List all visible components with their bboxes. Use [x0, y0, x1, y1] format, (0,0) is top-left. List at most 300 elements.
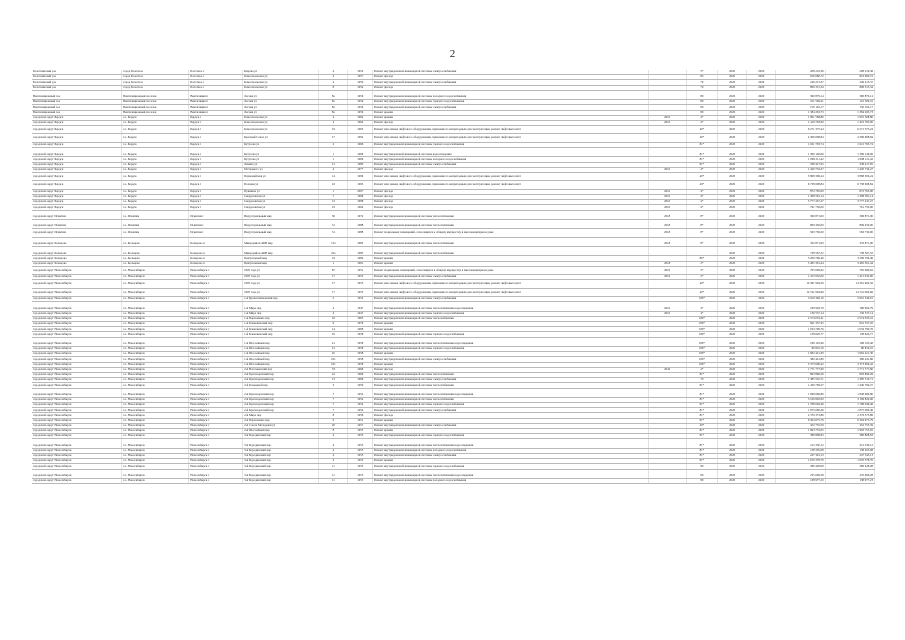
work-type-cell: Ремонт внутридомовой инженерной системы теплоснабжения водоотведения — [373, 342, 649, 347]
wear-cell: 81* — [686, 383, 717, 388]
year-cell: 1947 — [348, 311, 373, 316]
municipality-cell: г.о. Бердск — [122, 167, 189, 172]
work-type-cell: Ремонт внутридомовой инженерной системы электроснабжения — [373, 297, 649, 302]
total-cost-cell: 3 777 247,27 — [825, 200, 874, 205]
plan-start-cell: 2020 — [718, 242, 747, 247]
district-cell: городской округ Бердск — [32, 120, 122, 125]
plan-end-cell: 2020 — [747, 256, 776, 261]
district-cell: городской округ Новосибирск — [32, 444, 122, 449]
municipality-cell: г.о. Новосибирск — [122, 357, 189, 362]
cost-cell: 3 910 346,10 — [776, 297, 825, 302]
municipality-cell: г.о. Новосибирск — [122, 316, 189, 321]
plan-end-cell: 2020 — [747, 110, 776, 115]
street-cell: 3-й Бородинский пер — [243, 434, 319, 439]
total-cost-cell: 1 034 799,76 — [825, 327, 874, 332]
street-cell: 1-й Шоссейный пер — [243, 342, 319, 347]
municipality-cell: г.о. Бердск — [122, 189, 189, 194]
work-type-cell: Ремонт фасада — [373, 367, 649, 372]
municipality-cell: г.о. Искитим — [122, 215, 189, 220]
plan-end-cell: 2020 — [747, 357, 776, 362]
cost-cell: 1 420 734,27 — [776, 167, 825, 172]
district-cell: городской округ Бердск — [32, 189, 122, 194]
year-cell: 1953 — [348, 444, 373, 449]
municipality-cell: г.о. Бердск — [122, 194, 189, 199]
total-cost-cell: 338 417,95 — [825, 162, 874, 167]
plan-end-cell: 2020 — [747, 215, 776, 220]
settlement-cell: Новосибирск г — [189, 378, 243, 383]
total-cost-cell: 101 509,41 — [825, 100, 874, 105]
wear-cell: 4* — [686, 120, 717, 125]
page-number: 2 — [449, 48, 456, 60]
wear-cell: 81* — [686, 397, 717, 402]
work-type-cell: Ремонт фасада — [373, 85, 649, 90]
settlement-cell: Бердск г — [189, 167, 243, 172]
wear-cell: 4* — [686, 307, 717, 312]
district-cell: городской округ Новосибирск — [32, 332, 122, 337]
plan-start-cell: 2020 — [718, 75, 747, 80]
house-cell: 87 — [319, 266, 348, 274]
district-cell: городской округ Кольцово — [32, 261, 122, 266]
house-cell: 17 — [319, 280, 348, 288]
street-cell: Индустриальный мкр — [243, 215, 319, 220]
total-cost-cell: 380 441,86 — [825, 357, 874, 362]
plan-end-cell: 2020 — [747, 393, 776, 398]
municipality-cell: г.о. Кольцово — [122, 242, 189, 247]
wear-cell: 4* — [686, 115, 717, 120]
district-cell: городской округ Кольцово — [32, 256, 122, 261]
municipality-cell: Вентиляционный поселок — [122, 100, 189, 105]
last-repair-cell: 2010 — [648, 194, 686, 199]
wear-cell: 81* — [686, 142, 717, 147]
house-cell: 9 — [319, 322, 348, 327]
year-cell: 2007 — [348, 189, 373, 194]
settlement-cell: Новосибирск г — [189, 383, 243, 388]
cost-cell: 380 428,08 — [776, 464, 825, 469]
plan-end-cell: 2020 — [747, 342, 776, 347]
year-cell: 1996 — [348, 194, 373, 199]
cost-cell: 332 871,00 — [776, 242, 825, 247]
municipality-cell: г.о. Новосибирск — [122, 423, 189, 428]
settlement-cell: Новосибирск г — [189, 393, 243, 398]
street-cell: Свердловская ул — [243, 194, 319, 199]
street-cell: 1-й Мира пер — [243, 307, 319, 312]
municipality-cell: г.о. Новосибирск — [122, 347, 189, 352]
year-cell: 1958 — [348, 352, 373, 357]
work-type-cell: Ремонт фасада — [373, 200, 649, 205]
house-cell: 3 — [319, 383, 348, 388]
municipality-cell: г.о. Новосибирск — [122, 342, 189, 347]
street-cell: 2-й Мира пер — [243, 413, 319, 418]
work-type-cell: Ремонт внутридомовой инженерной системы электроснабжения — [373, 357, 649, 362]
plan-start-cell: 2020 — [718, 126, 747, 134]
house-cell: 14 — [319, 172, 348, 180]
house-cell: 16 — [319, 126, 348, 134]
street-cell: 2-й Волочаевский пер — [243, 367, 319, 372]
last-repair-cell: 2010 — [648, 311, 686, 316]
street-cell: Первомайская ул — [243, 172, 319, 180]
settlement-cell: Новосибирск г — [189, 372, 243, 377]
municipality-cell: г.о. Новосибирск — [122, 434, 189, 439]
plan-start-cell: 2020 — [718, 142, 747, 147]
last-repair-cell — [648, 126, 686, 134]
total-cost-cell: 306 871,00 — [825, 215, 874, 220]
settlement-cell: Болотное г — [189, 80, 243, 85]
settlement-cell: Новосибирск г — [189, 362, 243, 367]
cost-cell: 138 977,23 — [776, 478, 825, 483]
plan-start-cell: 2020 — [718, 393, 747, 398]
wear-cell: 81* — [686, 444, 717, 449]
last-repair-cell — [648, 172, 686, 180]
year-cell: 1953 — [348, 459, 373, 464]
house-cell: 1 — [319, 261, 348, 266]
plan-start-cell: 2020 — [718, 110, 747, 115]
year-cell: 1995 — [348, 181, 373, 189]
last-repair-cell: 2010 — [648, 120, 686, 125]
street-cell: Кутузова ул — [243, 142, 319, 147]
total-cost-cell: 1 430 709,27 — [825, 383, 874, 388]
district-cell: городской округ Новосибирск — [32, 307, 122, 312]
cost-cell: 80 810,10 — [776, 347, 825, 352]
settlement-cell: Бердск г — [189, 200, 243, 205]
district-cell: городской округ Бердск — [32, 200, 122, 205]
street-cell: 1-й Шоссейный пер — [243, 357, 319, 362]
street-cell: 1-й Бронштейновский пер — [243, 297, 319, 302]
plan-start-cell: 2020 — [718, 332, 747, 337]
wear-cell: 80* — [686, 256, 717, 261]
total-cost-cell: 6 271 375,24 — [825, 126, 874, 134]
district-cell: городской округ Новосибирск — [32, 423, 122, 428]
settlement-cell: Бердск г — [189, 142, 243, 147]
year-cell: 1965 — [348, 126, 373, 134]
table-row — [32, 172, 875, 180]
district-cell: городской округ Новосибирск — [32, 378, 122, 383]
work-type-cell: Ремонт крыши — [373, 322, 649, 327]
plan-end-cell: 2020 — [747, 100, 776, 105]
wear-cell: 40* — [686, 172, 717, 180]
year-cell: 1957 — [348, 75, 373, 80]
cost-cell: 1 399 146,06 — [776, 152, 825, 157]
wear-cell: 2* — [686, 275, 717, 280]
work-type-cell: Ремонт внутридомовой инженерной системы водоотведения — [373, 152, 649, 157]
street-cell: Комсомольская ул — [243, 126, 319, 134]
cost-cell: 1 419 763,00 — [776, 120, 825, 125]
settlement-cell: Болотное г — [189, 85, 243, 90]
district-cell: Болотнинский р-н — [32, 80, 122, 85]
plan-end-cell: 2020 — [747, 453, 776, 458]
wear-cell: 81* — [686, 157, 717, 162]
plan-end-cell: 2020 — [747, 478, 776, 483]
total-cost-cell: 1 991 568,80 — [825, 115, 874, 120]
total-cost-cell: 452 755,59 — [825, 423, 874, 428]
last-repair-cell: 2019 — [648, 266, 686, 274]
total-cost-cell: 380 808,63 — [825, 434, 874, 439]
plan-start-cell: 2020 — [718, 167, 747, 172]
year-cell: 1974 — [348, 215, 373, 220]
district-cell: городской округ Новосибирск — [32, 297, 122, 302]
total-cost-cell: 249 213,37 — [825, 80, 874, 85]
street-cell: Индустриальный мкр — [243, 229, 319, 237]
total-cost-cell: 14 741 904,66 — [825, 288, 874, 296]
plan-end-cell: 2020 — [747, 316, 776, 321]
plan-start-cell: 2020 — [718, 194, 747, 199]
street-cell: 3-й Бородинский пер — [243, 459, 319, 464]
street-cell: Индустриальный мкр — [243, 224, 319, 229]
cost-cell: 1 385 510,71 — [776, 378, 825, 383]
work-type-cell: Ремонт внутридомовой инженерной системы электроснабжения — [373, 378, 649, 383]
street-cell: Лесная ул — [243, 95, 319, 100]
district-cell: городской округ Новосибирск — [32, 413, 122, 418]
work-type-cell: Ремонт внутридомовой инженерной системы электроснабжения — [373, 275, 649, 280]
street-cell: 1-й Пархоменко пер — [243, 316, 319, 321]
settlement-cell: Вентиляция п — [189, 110, 243, 115]
total-cost-cell: 563 730,00 — [825, 229, 874, 237]
wear-cell: 180* — [686, 322, 717, 327]
district-cell: городской округ Искитим — [32, 229, 122, 237]
house-cell: 11 — [319, 478, 348, 483]
plan-end-cell: 2020 — [747, 418, 776, 423]
work-type-cell: Ремонт внутридомовой инженерной системы теплоснабжения — [373, 383, 649, 388]
municipality-cell: г.о. Новосибирск — [122, 459, 189, 464]
total-cost-cell: 1 771 777,60 — [825, 367, 874, 372]
street-cell: 1-й Кленовенский пер — [243, 322, 319, 327]
wear-cell: 3* — [686, 70, 717, 75]
work-type-cell: Ремонт внутридомовой инженерной системы горячего водоснабжения — [373, 311, 649, 316]
district-cell: городской округ Новосибирск — [32, 357, 122, 362]
street-cell: 3-й Бородинский пер — [243, 453, 319, 458]
house-cell: 4 — [319, 80, 348, 85]
street-cell: Ленина ул — [243, 162, 319, 167]
settlement-cell: Новосибирск г — [189, 453, 243, 458]
municipality-cell: г.о. Новосибирск — [122, 327, 189, 332]
municipality-cell: г.о. Новосибирск — [122, 362, 189, 367]
municipality-cell: г.о. Бердск — [122, 200, 189, 205]
district-cell: городской округ Новосибирск — [32, 418, 122, 423]
settlement-cell: Новосибирск г — [189, 332, 243, 337]
work-type-cell: Ремонт внутридомовой инженерной системы горячего водоснабжения — [373, 332, 649, 337]
total-cost-cell: 893 890,26 — [825, 372, 874, 377]
work-type-cell: Ремонт фасада — [373, 205, 649, 210]
plan-start-cell: 2020 — [718, 383, 747, 388]
municipality-cell: г.о. Новосибирск — [122, 297, 189, 302]
house-cell: 7 — [319, 194, 348, 199]
cost-cell: 247 343,13 — [776, 453, 825, 458]
cost-cell: 249 213,37 — [776, 80, 825, 85]
total-cost-cell: 1 420 734,27 — [825, 167, 874, 172]
work-type-cell: Ремонт фасада — [373, 194, 649, 199]
work-type-cell: Ремонт крыши — [373, 261, 649, 266]
settlement-cell: Бердск г — [189, 172, 243, 180]
settlement-cell: Новосибирск г — [189, 397, 243, 402]
year-cell: 1952 — [348, 297, 373, 302]
plan-end-cell: 2020 — [747, 266, 776, 274]
wear-cell: 80 — [686, 100, 717, 105]
plan-end-cell: 2020 — [747, 367, 776, 372]
street-cell: Лесная ул — [243, 100, 319, 105]
year-cell: 1954 — [348, 408, 373, 413]
street-cell: 2-й Пархоменко пер — [243, 418, 319, 423]
work-type-cell: Ремонт или замена лифтового оборудования, признанного непригодным для эксплуатации, ремонт лифтовых шахт — [373, 134, 649, 142]
total-cost-cell: 1 384 263,73 — [825, 110, 874, 115]
house-cell: 45 — [319, 352, 348, 357]
street-cell: 2-й Союза Молодежи ул — [243, 423, 319, 428]
plan-start-cell: 2020 — [718, 205, 747, 210]
plan-end-cell: 2020 — [747, 423, 776, 428]
district-cell: городской округ Бердск — [32, 142, 122, 147]
work-type-cell: Ремонт фасада — [373, 167, 649, 172]
wear-cell: 81* — [686, 413, 717, 418]
street-cell: Свердловская ул — [243, 205, 319, 210]
total-cost-cell: 841 337,45 — [825, 322, 874, 327]
cost-cell: 3 209 790,46 — [776, 256, 825, 261]
street-cell: 3-й Бородинский пер — [243, 464, 319, 469]
plan-end-cell: 2020 — [747, 70, 776, 75]
house-cell: 4 — [319, 444, 348, 449]
plan-end-cell: 2020 — [747, 275, 776, 280]
cost-cell: 452 755,59 — [776, 423, 825, 428]
year-cell: 1977 — [348, 167, 373, 172]
settlement-cell: Новосибирск г — [189, 423, 243, 428]
year-cell: 1992 — [348, 134, 373, 142]
wear-cell: 40* — [686, 280, 717, 288]
house-cell: 101 — [319, 362, 348, 367]
plan-start-cell: 2020 — [718, 181, 747, 189]
wear-cell: 81* — [686, 162, 717, 167]
year-cell: 1952 — [348, 70, 373, 75]
cost-cell: 765 609,62 — [776, 266, 825, 274]
total-cost-cell: 872 765,00 — [825, 189, 874, 194]
wear-cell: 81* — [686, 408, 717, 413]
street-cell: 2-й Краснодонский пер — [243, 393, 319, 398]
settlement-cell: Болотное г — [189, 70, 243, 75]
work-type-cell: Ремонт внутридомовой инженерной системы электроснабжения — [373, 408, 649, 413]
municipality-cell: г.о. Новосибирск — [122, 429, 189, 434]
settlement-cell: Искитим г — [189, 229, 243, 237]
municipality-cell: г.о. Новосибирск — [122, 413, 189, 418]
total-cost-cell: 1 875 090,46 — [825, 408, 874, 413]
total-cost-cell: 180 904,79 — [825, 307, 874, 312]
plan-end-cell: 2020 — [747, 261, 776, 266]
district-cell: городской округ Новосибирск — [32, 429, 122, 434]
settlement-cell: Бердск г — [189, 115, 243, 120]
plan-end-cell: 2020 — [747, 242, 776, 247]
work-type-cell: Ремонт фасада — [373, 189, 649, 194]
district-cell: городской округ Новосибирск — [32, 266, 122, 274]
municipality-cell: г.о. Бердск — [122, 126, 189, 134]
settlement-cell: Новосибирск г — [189, 357, 243, 362]
work-type-cell: Ремонт или замена лифтового оборудования, признанного непригодным для эксплуатации, ремонт лифтовых шахт — [373, 288, 649, 296]
district-cell: городской округ Новосибирск — [32, 453, 122, 458]
district-cell: городской округ Новосибирск — [32, 342, 122, 347]
plan-end-cell: 2020 — [747, 288, 776, 296]
total-cost-cell: 1 399 146,06 — [825, 152, 874, 157]
district-cell: городской округ Искитим — [32, 224, 122, 229]
house-cell: 4 — [319, 120, 348, 125]
municipality-cell: г.о. Новосибирск — [122, 378, 189, 383]
cost-cell: 1 098 211,42 — [776, 157, 825, 162]
work-type-cell: Ремонт внутридомовой инженерной системы горячего водоснабжения — [373, 464, 649, 469]
work-type-cell: Ремонт крыши — [373, 327, 649, 332]
plan-end-cell: 2020 — [747, 413, 776, 418]
plan-start-cell: 2020 — [718, 408, 747, 413]
district-cell: Вентиляционный п-к — [32, 110, 122, 115]
house-cell: 14 — [319, 327, 348, 332]
work-type-cell: Ремонт внутридомовой инженерной системы теплоснабжения — [373, 215, 649, 220]
house-cell: 33 — [319, 367, 348, 372]
cost-cell: 816 660,72 — [776, 75, 825, 80]
wear-cell: 80 — [686, 95, 717, 100]
plan-end-cell: 2020 — [747, 95, 776, 100]
table-row — [32, 288, 875, 296]
cost-cell: 14 741 904,66 — [776, 288, 825, 296]
wear-cell: 81* — [686, 403, 717, 408]
total-cost-cell: 3 465 301,44 — [825, 261, 874, 266]
plan-start-cell: 2020 — [718, 200, 747, 205]
street-cell: Комсомольская ул — [243, 75, 319, 80]
settlement-cell: Новосибирск г — [189, 275, 243, 280]
settlement-cell: Бердск г — [189, 205, 243, 210]
settlement-cell: Вентиляция п — [189, 95, 243, 100]
cost-cell: 1 768 049,46 — [776, 403, 825, 408]
work-type-cell: Ремонт внутридомовой инженерной системы теплоснабжения — [373, 224, 649, 229]
plan-end-cell: 2020 — [747, 162, 776, 167]
house-cell: 17 — [319, 275, 348, 280]
cost-cell: 138 205,08 — [776, 448, 825, 453]
wear-cell: 4* — [686, 367, 717, 372]
settlement-cell: Новосибирск г — [189, 342, 243, 347]
municipality-cell: г.о. Новосибирск — [122, 448, 189, 453]
total-cost-cell: 150 102,17 — [825, 105, 874, 110]
municipality-cell: Вентиляционный поселок — [122, 110, 189, 115]
cost-cell: 208 216,36 — [776, 70, 825, 75]
house-cell: 17 — [319, 288, 348, 296]
street-cell: 1905 года ул — [243, 288, 319, 296]
house-cell: 20 — [319, 423, 348, 428]
cost-cell: 841 337,45 — [776, 322, 825, 327]
plan-start-cell: 2020 — [718, 229, 747, 237]
plan-end-cell: 2020 — [747, 307, 776, 312]
house-cell: 30 — [319, 215, 348, 220]
cost-cell: 6 304 675,79 — [776, 418, 825, 423]
cost-cell: 168 103,46 — [776, 342, 825, 347]
plan-start-cell: 2020 — [718, 478, 747, 483]
wear-cell: 40* — [686, 134, 717, 142]
total-cost-cell: 1 419 763,00 — [825, 120, 874, 125]
settlement-cell: Новосибирск г — [189, 352, 243, 357]
work-type-cell: Ремонт или замена лифтового оборудования, признанного непригодным для эксплуатации, ремонт лифтовых шахт — [373, 181, 649, 189]
last-repair-cell: 2010 — [648, 205, 686, 210]
wear-cell: 180* — [686, 362, 717, 367]
work-type-cell: Ремонт внутридомовой инженерной системы теплоснабжения — [373, 242, 649, 247]
municipality-cell: г.о. Новосибирск — [122, 280, 189, 288]
wear-cell: 4* — [686, 205, 717, 210]
cost-cell: 380 808,63 — [776, 434, 825, 439]
plan-start-cell: 2020 — [718, 275, 747, 280]
total-cost-cell: 235 606,28 — [825, 474, 874, 479]
last-repair-cell: 2010 — [648, 115, 686, 120]
street-cell: М.Горького ул — [243, 167, 319, 172]
plan-end-cell: 2020 — [747, 200, 776, 205]
house-cell: 8 — [319, 413, 348, 418]
work-type-cell: Ремонт фасада — [373, 413, 649, 418]
total-cost-cell: 168 103,46 — [825, 342, 874, 347]
year-cell: 1966 — [348, 372, 373, 377]
settlement-cell: Новосибирск г — [189, 297, 243, 302]
house-cell: 45 — [319, 332, 348, 337]
municipality-cell: г.о. Бердск — [122, 162, 189, 167]
work-type-cell: Ремонт внутридомовой инженерной системы электроснабжения — [373, 70, 649, 75]
settlement-cell: Новосибирск г — [189, 322, 243, 327]
settlement-cell: Новосибирск г — [189, 444, 243, 449]
